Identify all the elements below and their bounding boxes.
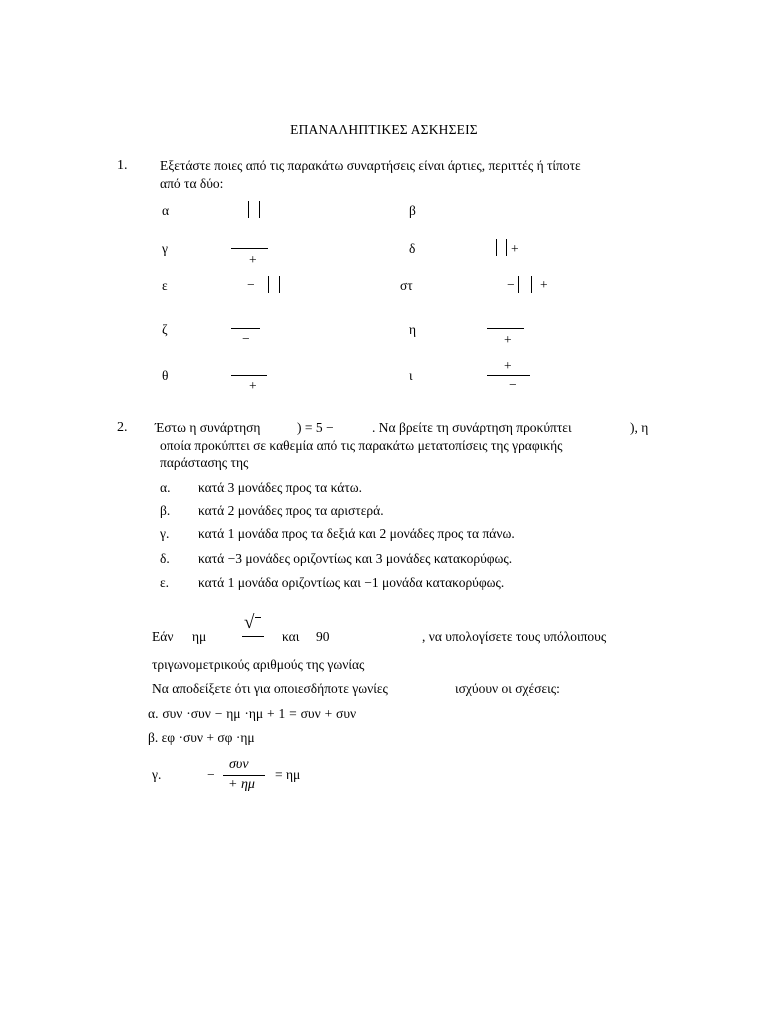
minus-sign: − (509, 377, 517, 392)
exercise-2-line-1a: Έστω η συνάρτηση (155, 420, 261, 435)
minus-sign: − (247, 277, 255, 292)
shift-item-text: κατά 3 μονάδες προς τα κάτω. (198, 480, 363, 495)
shift-item-label: ε. (160, 575, 170, 590)
shift-item-label: γ. (160, 526, 170, 541)
plus-sign: + (540, 277, 548, 292)
page-title: ΕΠΑΝΑΛΗΠΤΙΚΕΣ ΑΣΚΗΣΕΙΣ (290, 122, 478, 137)
exercise-3-ninety: 90 (316, 629, 330, 644)
abs-bar-left (496, 239, 497, 256)
minus-sign: − (242, 331, 250, 346)
plus-sign: + (504, 332, 512, 347)
item-label-delta: δ (409, 241, 416, 256)
exercise-2-line-3: παράστασης της (160, 455, 249, 470)
minus-sign: − (207, 767, 215, 782)
shift-item-text: κατά −3 μονάδες οριζοντίως και 3 μονάδες κατακορύφως. (198, 551, 513, 566)
exercise-1-number: 1. (117, 158, 128, 173)
abs-bar-right (259, 201, 260, 218)
plus-sign: + (249, 252, 257, 267)
abs-bar-left (248, 201, 249, 218)
shift-item-text: κατά 1 μονάδα οριζοντίως και −1 μονάδα κατακορύφως. (198, 575, 505, 590)
exercise-3-line-2: τριγωνομετρικούς αριθμούς της γωνίας (152, 657, 365, 672)
item-label-beta: β (409, 203, 416, 218)
shift-item-label: α. (160, 480, 171, 495)
exercise-1-line-1: Εξετάστε ποιες από τις παρακάτω συναρτήσεις είναι άρτιες, περιττές ή τίποτε (160, 158, 581, 173)
fraction-numerator: συν (229, 757, 249, 772)
shift-item-text: κατά 1 μονάδα προς τα δεξιά και 2 μονάδες προς τα πάνω. (198, 526, 515, 541)
abs-bar-right (531, 276, 532, 293)
plus-sign: + (504, 358, 512, 373)
identity-b: β. εφ ·συν + σφ ·ημ (148, 730, 255, 745)
plus-sign: + (249, 378, 257, 393)
abs-bar-left (518, 276, 519, 293)
exercise-4-intro-a: Να αποδείξετε ότι για οποιεσδήποτε γωνίες (152, 681, 388, 696)
fraction-bar (487, 328, 524, 329)
fraction-bar (242, 636, 264, 637)
fraction-denominator: + ημ (228, 777, 255, 792)
fraction-bar (487, 375, 530, 376)
square-root-sign: √ (244, 612, 255, 633)
exercise-2-line-1c: . Να βρείτε τη συνάρτηση προκύπτει (372, 420, 572, 435)
item-label-alpha: α (162, 203, 170, 218)
identity-a: α. συν ·συν − ημ ·ημ + 1 = συν + συν (148, 706, 357, 721)
fraction-bar (231, 375, 267, 376)
exercise-3-rest: , να υπολογίσετε τους υπόλοιπους (422, 629, 607, 644)
exercise-1-line-2: από τα δύο: (160, 176, 224, 191)
exercise-3-ean: Εάν (152, 629, 174, 644)
fraction-bar (231, 248, 268, 249)
exercise-4-intro-b: ισχύουν οι σχέσεις: (455, 681, 560, 696)
abs-bar-right (506, 239, 507, 256)
item-label-st: στ (400, 278, 413, 293)
exercise-2-number: 2. (117, 420, 128, 435)
exercise-3-kai: και (282, 629, 300, 644)
plus-sign: + (511, 241, 519, 256)
item-label-eta: η (409, 322, 417, 337)
root-overline (255, 617, 261, 618)
identity-g-label: γ. (152, 767, 162, 782)
exercise-2-line-1b: ) = 5 − (297, 420, 334, 435)
shift-item-label: δ. (160, 551, 170, 566)
item-label-zeta: ζ (162, 322, 168, 337)
identity-g-rhs: = ημ (275, 767, 301, 782)
item-label-iota: ι (409, 368, 413, 383)
abs-bar-right (279, 276, 280, 293)
item-label-gamma: γ (162, 241, 168, 256)
minus-sign: − (507, 277, 515, 292)
shift-item-label: β. (160, 503, 171, 518)
fraction-bar (223, 775, 265, 776)
item-label-epsilon: ε (162, 278, 168, 293)
exercise-3-em: ημ (192, 629, 207, 644)
exercise-2-line-2: οποία προκύπτει σε καθεμία από τις παρακάτω μετατοπίσεις της γραφικής (160, 438, 563, 453)
exercise-2-line-1d: ), η (630, 420, 649, 435)
abs-bar-left (268, 276, 269, 293)
item-label-theta: θ (162, 368, 169, 383)
shift-item-text: κατά 2 μονάδες προς τα αριστερά. (198, 503, 384, 518)
fraction-bar (231, 328, 260, 329)
